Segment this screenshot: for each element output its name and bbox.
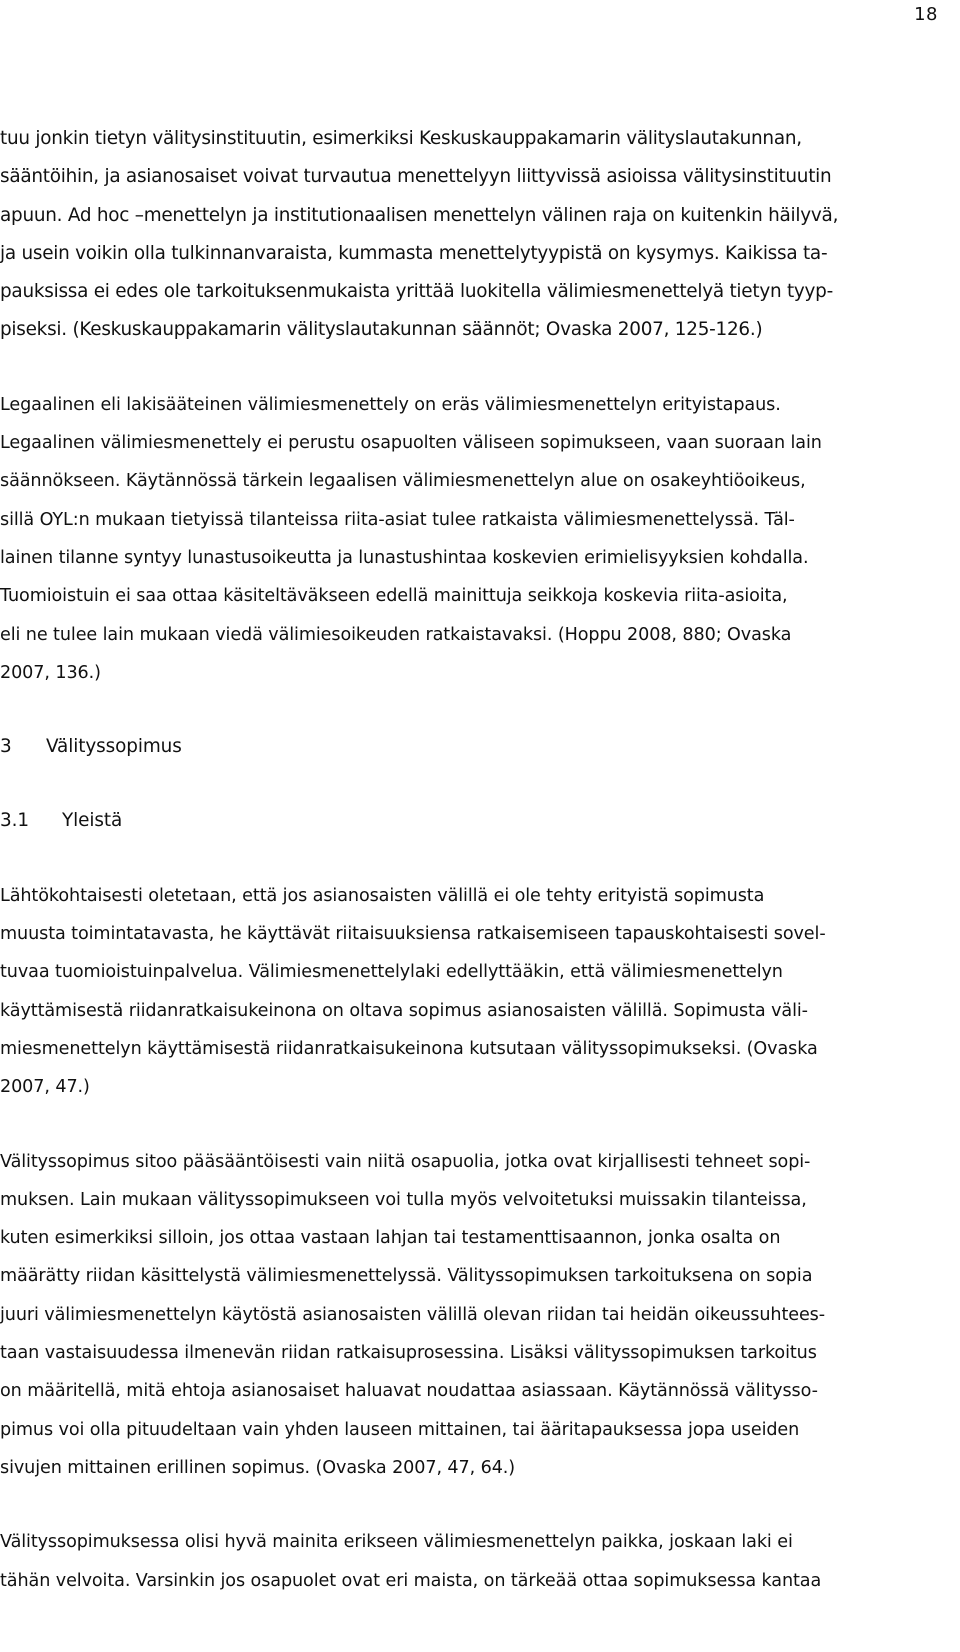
- paragraph-2: [0, 386, 952, 692]
- section-heading: [0, 728, 952, 766]
- page-number: 18: [914, 4, 938, 25]
- text-line: sivujen mittainen erillinen sopimus. (Ovaska 2007, 47, 64.): [0, 1457, 516, 1478]
- document-body: [0, 120, 952, 1636]
- paragraph-3: [0, 877, 952, 1107]
- text-line: Lähtökohtaisesti oletetaan, että jos asianosaisten välillä ei ole tehty erityistä sopimusta: [0, 885, 765, 906]
- text-line: kuten esimerkiksi silloin, jos ottaa vastaan lahjan tai testamenttisaannon, jonka osalta on: [0, 1228, 781, 1249]
- text-line: Legaalinen eli lakisääteinen välimiesmenettely on eräs välimiesmenettelyn erityistapaus.: [0, 394, 781, 415]
- text-line: käyttämisestä riidanratkaisukeinona on oltava sopimus asianosaisten välillä. Sopimusta väli-: [0, 1000, 808, 1021]
- subsection-title: Yleistä: [62, 810, 123, 832]
- section-number: 3: [0, 736, 12, 758]
- text-line: on määritellä, mitä ehtoja asianosaiset haluavat noudattaa asiassaan. Käytännössä välitysso-: [0, 1381, 818, 1402]
- text-line: juuri välimiesmenettelyn käytöstä asianosaisten välillä olevan riidan tai heidän oikeussuhtees-: [0, 1304, 826, 1325]
- text-line: miesmenettelyn käyttämisestä riidanratkaisukeinona kutsutaan välityssopimukseksi. (Ovaska: [0, 1038, 818, 1059]
- text-line: sillä OYL:n mukaan tietyissä tilanteissa riita-asiat tulee ratkaista välimiesmenettelyssä. Täl-: [0, 509, 795, 530]
- text-line: apuun. Ad hoc –menettelyn ja institutionaalisen menettelyn välinen raja on kuitenkin häilyvä,: [0, 204, 839, 226]
- text-line: Tuomioistuin ei saa ottaa käsiteltäväkseen edellä mainittuja seikkoja koskevia riita-asioita,: [0, 586, 788, 607]
- text-line: muksen. Lain mukaan välityssopimukseen voi tulla myös velvoitetuksi muissakin tilanteissa,: [0, 1189, 807, 1210]
- subsection-heading: [0, 802, 952, 840]
- text-line: tuvaa tuomioistuinpalvelua. Välimiesmenettelylaki edellyttääkin, että välimiesmenettelyn: [0, 962, 783, 983]
- text-line: määrätty riidan käsittelystä välimiesmenettelyssä. Välityssopimuksen tarkoituksena on sopia: [0, 1266, 813, 1287]
- text-line: Välityssopimuksessa olisi hyvä mainita erikseen välimiesmenettelyn paikka, joskaan laki ei: [0, 1532, 793, 1553]
- text-line: taan vastaisuudessa ilmenevän riidan ratkaisuprosessina. Lisäksi välityssopimuksen tarkoitus: [0, 1343, 817, 1364]
- text-line: Legaalinen välimiesmenettely ei perustu osapuolten väliseen sopimukseen, vaan suoraan lain: [0, 433, 822, 454]
- text-line: piseksi. (Keskuskauppakamarin välityslautakunnan säännöt; Ovaska 2007, 125-126.): [0, 319, 763, 341]
- text-line: 2007, 136.): [0, 662, 101, 683]
- text-line: pimus voi olla pituudeltaan vain yhden lauseen mittainen, tai ääritapauksessa jopa useiden: [0, 1419, 800, 1440]
- text-line: eli ne tulee lain mukaan viedä välimiesoikeuden ratkaistavaksi. (Hoppu 2008, 880; Ovaska: [0, 624, 792, 645]
- text-line: ja usein voikin olla tulkinnanvaraista, kummasta menettelytyypistä on kysymys. Kaikissa ta-: [0, 242, 828, 264]
- text-line: muusta toimintatavasta, he käyttävät riitaisuuksiensa ratkaisemiseen tapauskohtaisesti sovel-: [0, 924, 826, 945]
- text-line: Välityssopimus sitoo pääsääntöisesti vain niitä osapuolia, jotka ovat kirjallisesti tehneet sopi-: [0, 1151, 811, 1172]
- paragraph-5: [0, 1523, 952, 1600]
- section-title: Välityssopimus: [46, 736, 182, 758]
- paragraph-1: [0, 120, 952, 350]
- text-line: tähän velvoita. Varsinkin jos osapuolet ovat eri maista, on tärkeää ottaa sopimuksessa kantaa: [0, 1570, 822, 1591]
- text-line: pauksissa ei edes ole tarkoituksenmukaista yrittää luokitella välimiesmenettelyä tietyn tyyp-: [0, 281, 833, 303]
- paragraph-4: [0, 1143, 952, 1488]
- text-line: lainen tilanne syntyy lunastusoikeutta ja lunastushintaa koskevien erimielisyyksien kohdalla.: [0, 547, 809, 568]
- subsection-number: 3.1: [0, 810, 29, 832]
- text-line: 2007, 47.): [0, 1077, 90, 1098]
- text-line: säännökseen. Käytännössä tärkein legaalisen välimiesmenettelyn alue on osakeyhtiöoikeus,: [0, 471, 806, 492]
- text-line: sääntöihin, ja asianosaiset voivat turvautua menettelyyn liittyvissä asioissa välitysinstituutin: [0, 166, 832, 188]
- text-line: tuu jonkin tietyn välitysinstituutin, esimerkiksi Keskuskauppakamarin välityslautakunnan,: [0, 128, 802, 149]
